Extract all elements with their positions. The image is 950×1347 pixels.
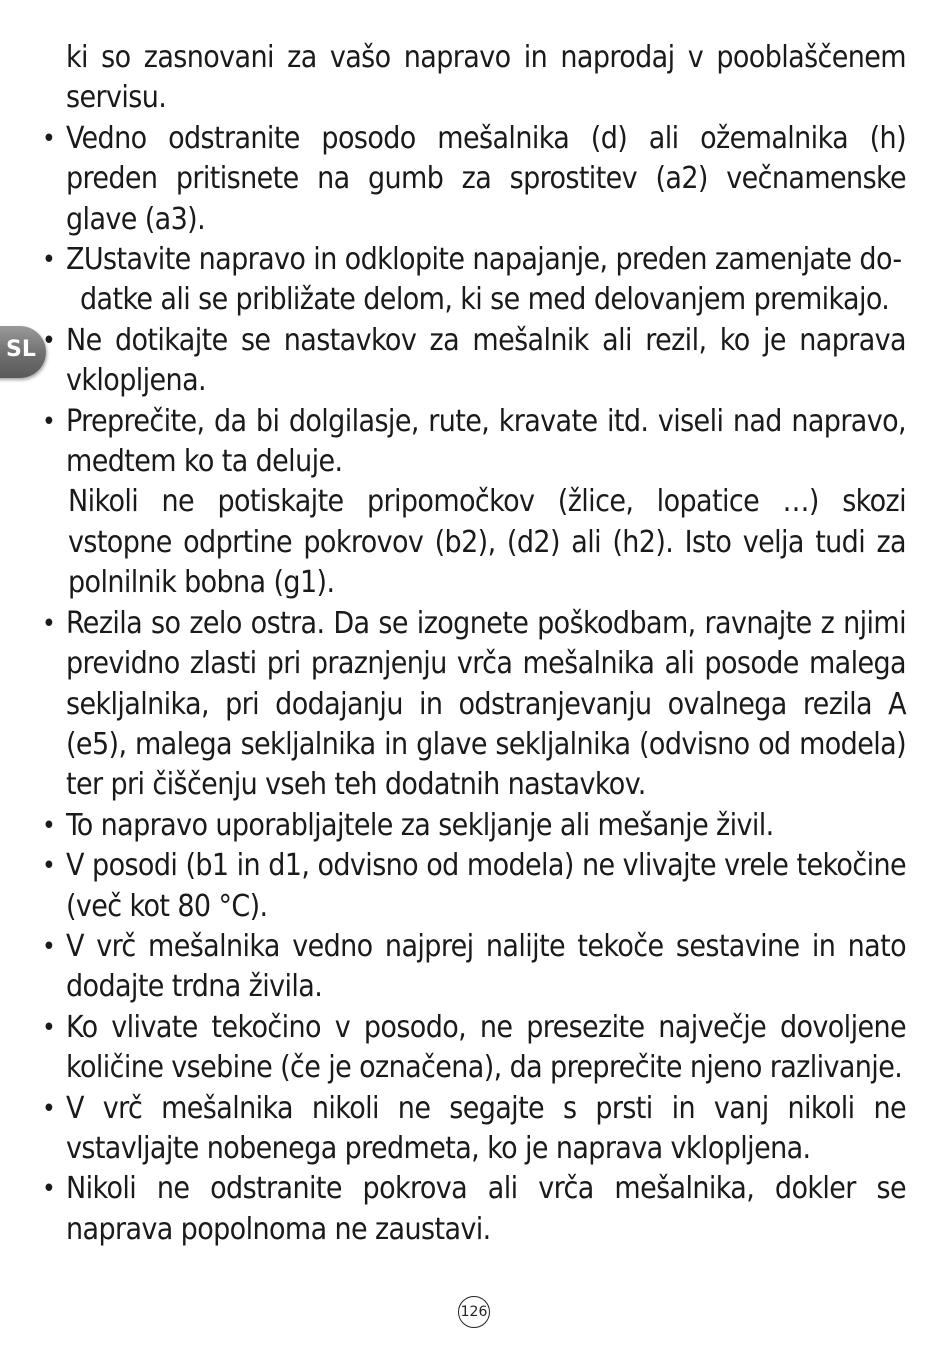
bullet-icon: • (42, 245, 56, 276)
list-item-text: Ko vlivate tekočino v posodo, ne presezite največje dovoljene količine vsebine (če je označena), da preprečite njeno razlivanje. (66, 1009, 906, 1086)
list-item (40, 1008, 906, 1089)
list-item-text: ZUstavite napravo in odklopite napajanje, preden zamenjate do- (66, 242, 902, 278)
list-item (40, 402, 906, 483)
list-item (40, 321, 906, 402)
list-item-text-continued: datke ali se približate delom, ki se med delovanjem premikajo. (80, 282, 890, 318)
continuation-paragraph: ki so zasnovani za vašo napravo in naprodaj v pooblaščenem servisu. (66, 40, 906, 116)
list-item (40, 604, 906, 806)
list-item (40, 119, 906, 240)
list-item (40, 927, 906, 1008)
safety-instructions (40, 38, 906, 1250)
bullet-icon: • (42, 123, 56, 154)
bullet-icon: • (42, 851, 56, 882)
bullet-icon: • (42, 406, 56, 437)
bullet-icon: • (42, 608, 56, 639)
list-item (40, 1169, 906, 1250)
bullet-icon: • (42, 1012, 56, 1043)
list-item (40, 240, 906, 321)
bullet-icon: • (42, 1174, 56, 1205)
note-paragraph: Nikoli ne potiskajte pripomočkov (žlice, lopatice …) skozi vstopne odprtine pokrovov (b2), (d2) ali (h2). Isto velja tudi za polnilnik bobna (g1). (68, 484, 906, 601)
list-item-text: V vrč mešalnika nikoli ne segajte s prsti in vanj nikoli ne vstavljajte nobenega predmeta, ko je naprava vklopljena. (66, 1090, 906, 1166)
bullet-icon: • (42, 325, 56, 356)
bullet-icon: • (42, 810, 56, 841)
list-item (40, 846, 906, 927)
list-item-text: Preprečite, da bi dolgilasje, rute, kravate itd. viseli nad napravo, medtem ko ta deluje. (66, 403, 906, 480)
list-item-text: Rezila so zelo ostra. Da se izognete poškodbam, ravnajte z njimi previdno zlasti pri praznjenju vrča mešalnika ali posode malega sekljalnika, pri dodajanju in odstranjevanju ovalnega rezila A (e5), malega sekljalnika in glave sekljalnika (odvisno od modela) ter pri čiščenju vseh teh dodatnih nastavkov. (66, 605, 906, 803)
list-item-text: Ne dotikajte se nastavkov za mešalnik ali rezil, ko je naprava vklopljena. (66, 322, 906, 399)
page-number: 126 (458, 1296, 490, 1328)
list-item-text: Vedno odstranite posodo mešalnika (d) ali ožemalnika (h) preden pritisnete na gumb za sprostitev (a2) večnamenske glave (a3). (66, 120, 906, 237)
list-item-text: V posodi (b1 in d1, odvisno od modela) ne vlivajte vrele tekočine (več kot 80 °C). (66, 848, 906, 924)
language-tab-label: SL (6, 337, 36, 362)
list-item (40, 1089, 906, 1170)
list-item (40, 806, 906, 846)
list-item-text: Nikoli ne odstranite pokrova ali vrča mešalnika, dokler se naprava popolnoma ne zaustavi. (66, 1171, 906, 1247)
bullet-icon: • (42, 1093, 56, 1124)
list-item-text: To napravo uporabljajtele za sekljanje ali mešanje živil. (66, 807, 774, 843)
bullet-icon: • (42, 931, 56, 962)
list-item-text: V vrč mešalnika vedno najprej nalijte tekoče sestavine in nato dodajte trdna živila. (66, 928, 906, 1005)
